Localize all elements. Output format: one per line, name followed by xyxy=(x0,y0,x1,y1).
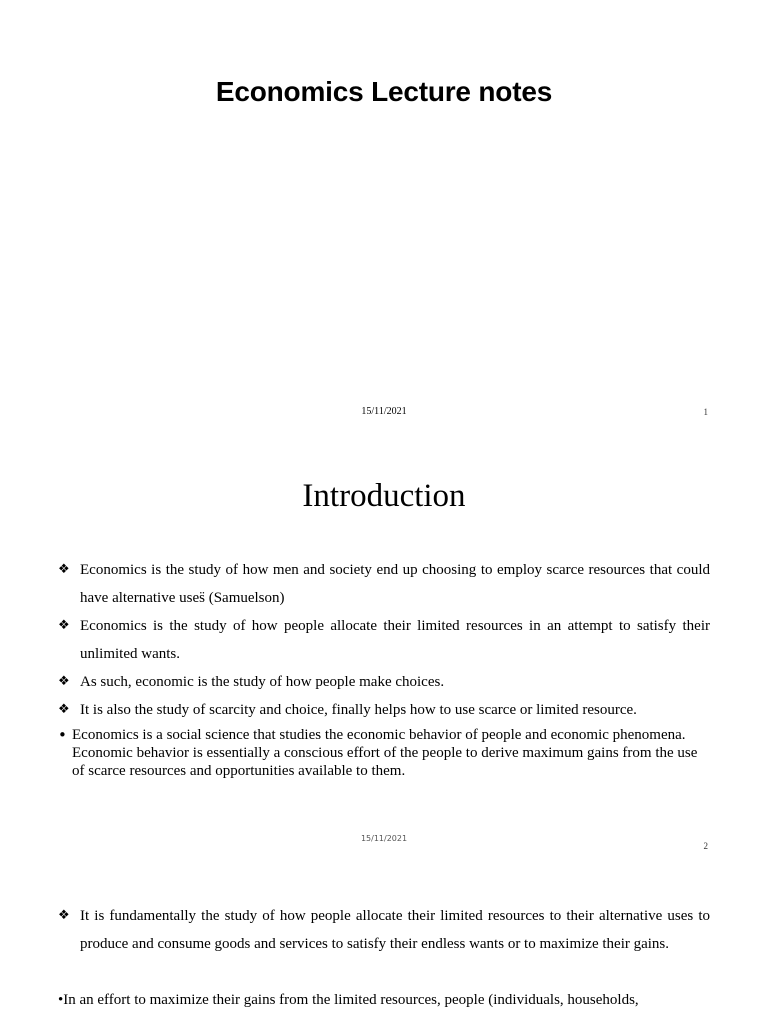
dot-bullet-icon: • xyxy=(58,726,67,744)
bullet-item xyxy=(58,556,710,612)
slide-title: Introduction xyxy=(302,478,466,514)
bullet-text: Economics is the study of how people allocate their limited resources in an attempt to satisfy their unlimited wants. xyxy=(80,618,710,662)
diamond-bullet-icon: ❖ xyxy=(58,908,70,923)
bullet-item xyxy=(58,696,710,724)
slide-page-number: 2 xyxy=(703,841,708,851)
slide-date: 15/11/2021 xyxy=(360,834,408,843)
paragraph-text: •In an effort to maximize their gains from the limited resources, people (individuals, households, xyxy=(58,992,639,1008)
diamond-bullet-icon: ❖ xyxy=(58,562,70,577)
diamond-bullet-icon: ❖ xyxy=(58,618,70,633)
slide-date: 15/11/2021 xyxy=(361,406,407,417)
slide-3 xyxy=(0,860,768,1024)
dot-bullet-item xyxy=(58,726,710,780)
bullet-item xyxy=(58,612,710,668)
slide-1 xyxy=(0,0,768,436)
diamond-bullet-icon: ❖ xyxy=(58,702,70,717)
slide-2 xyxy=(0,436,768,860)
bullet-list xyxy=(58,556,710,780)
bullet-item xyxy=(58,902,710,958)
bullet-text: Economics is the study of how men and society end up choosing to employ scarce resources that could have alternative uses̈ (Samuelson) xyxy=(80,562,710,606)
diamond-bullet-icon: ❖ xyxy=(58,674,70,689)
bullet-text: As such, economic is the study of how people make choices. xyxy=(80,674,445,690)
bullet-item xyxy=(58,668,710,696)
bullet-text: It is fundamentally the study of how people allocate their limited resources to their alternative uses to produce and consume goods and services to satisfy their endless wants or to maximize their gains. xyxy=(80,908,710,952)
slide-title: Economics Lecture notes xyxy=(215,76,553,107)
bullet-list xyxy=(58,902,710,958)
bullet-text: It is also the study of scarcity and choice, finally helps how to use scarce or limited resource. xyxy=(80,702,637,718)
bullet-text: Economics is a social science that studies the economic behavior of people and economic phenomena. Economic behavior is essentially a conscious effort of the people to derive maximum gains from the use of scarce resources and opportunities available to them. xyxy=(72,727,698,779)
slide-page-number: 1 xyxy=(703,407,708,417)
